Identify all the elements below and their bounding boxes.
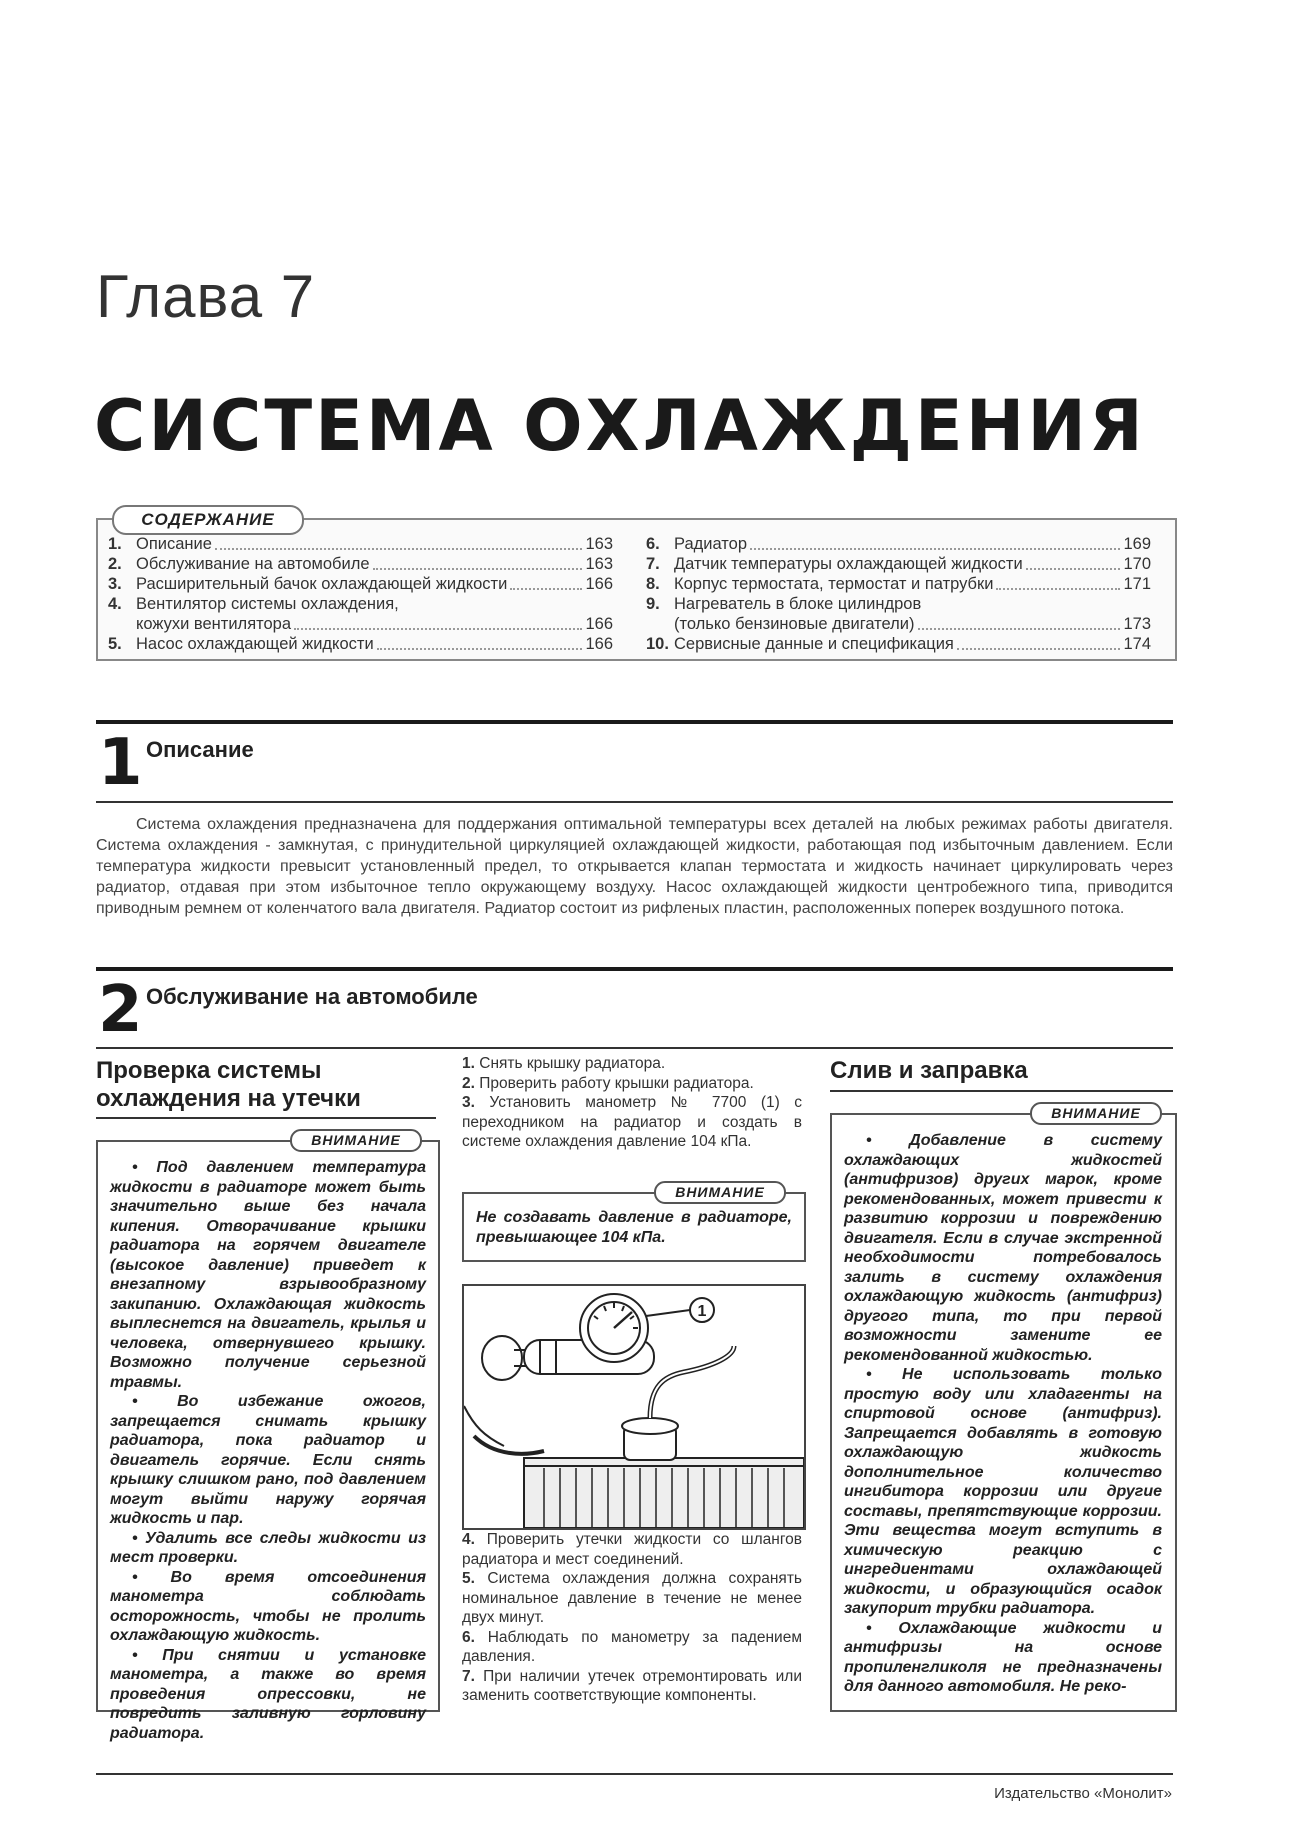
col3-warning-paragraph: • Охлаждающие жидкости и антифризы на основе пропиленгликоля не предназначены для данного автомобиля. Не реко- [844,1619,1162,1695]
toc-entry [646,574,1151,594]
toc-entry [646,614,1151,634]
col1-warning-paragraph: • Удалить все следы жидкости из мест проверки. [110,1529,426,1566]
procedure-step-text: Установить манометр № 7700 (1) с переходником на радиатор и создать в системе охлаждения давление 104 кПа. [462,1094,802,1150]
toc-entry-title: Радиатор [674,535,748,553]
col1-warning-text [110,1158,426,1743]
toc-entry-title: Датчик температуры охлаждающей жидкости [674,555,1023,573]
procedure-step-text: Снять крышку радиатора. [479,1055,666,1072]
chapter-label: Глава 7 [96,263,316,330]
toc-left-column [108,534,613,654]
col3-heading-rule [830,1090,1173,1092]
toc-leader-dots [215,548,583,550]
toc-leader-dots [750,548,1120,550]
radiator-manometer-illustration [464,1286,804,1528]
section-2-number: 2 [98,973,143,1047]
toc-entry-number: 1. [108,535,122,553]
procedure-step [462,1054,802,1074]
toc-entry-title: Вентилятор системы охлаждения, [136,595,399,613]
procedure-step-number: 5. [462,1570,475,1587]
procedure-step [462,1667,802,1706]
toc-entry [646,594,1151,614]
col1-warning-paragraph: • Во избежание ожогов, запрещается снимать крышку радиатора, пока радиатор и двигатель горячие. Если снять крышку слишком рано, под давлением могут выйти наружу горячая жидкость и пар. [110,1393,426,1527]
toc-entry-page: 173 [1123,615,1151,633]
procedure-step-text: Проверить работу крышки радиатора. [479,1074,754,1092]
procedure-step-number: 6. [462,1628,475,1646]
toc-entry-title: Нагреватель в блоке цилиндров [674,595,922,613]
toc-entry-page: 166 [585,575,613,593]
col3-warning-label: ВНИМАНИЕ [1030,1102,1162,1125]
section-1-bottom-rule [96,801,1173,803]
procedure-step [462,1093,802,1152]
col3-warning-paragraph: • Добавление в систему охлаждающих жидкостей (антифризов) других марок, кроме рекомендованных, может привести к развитию коррозии и повреждению двигателя. Если в случае экстренной необходимости потребовалось залить в систему охлаждения охлаждающую жидкость (антифриз) другого типа, то при первой возможности замените ее рекомендованной жидкостью. [844,1132,1162,1364]
procedure-step-number: 2. [462,1074,475,1092]
procedure-step-text: Система охлаждения должна сохранять номинальное давление в течение не менее двух минут. [462,1570,802,1626]
col1-warning-label: ВНИМАНИЕ [290,1129,422,1152]
toc-entry-page: 166 [585,615,613,633]
publisher-footer: Издательство «Монолит» [994,1785,1172,1802]
toc-entry-page: 163 [585,535,613,553]
toc-entry-number: 10. [646,635,669,653]
toc-entry [108,614,613,634]
page-title: СИСТЕМА ОХЛАЖДЕНИЯ [94,385,1146,467]
radiator-pressure-test-figure [462,1284,806,1530]
procedure-step-text: Наблюдать по манометру за падением давления. [462,1628,802,1665]
section-2-title: Обслуживание на автомобиле [146,984,478,1009]
toc-entry-number: 2. [108,555,122,573]
toc-entry-number: 5. [108,635,122,653]
col1-warning-paragraph: • При снятии и установке манометра, а также во время проведения опрессовки, не повредить заливную горловину радиатора. [110,1646,426,1742]
col1-warning-paragraph: • Во время отсоединения манометра соблюдать осторожность, чтобы не пролить охлаждающую жидкость. [110,1568,426,1644]
col3-warning-text [844,1131,1162,1697]
procedure-step-number: 3. [462,1094,475,1111]
toc-leader-dots [918,628,1121,630]
col2-warning-label: ВНИМАНИЕ [654,1181,786,1204]
toc-leader-dots [373,568,583,570]
toc-entry [646,634,1151,654]
toc-entry [108,534,613,554]
section-1-description: Система охлаждения предназначена для поддержания оптимальной температуры всех деталей на любых режимах работы двигателя. Система охлаждения - замкнутая, с принудительной циркуляцией охлаждающей жидкости, работающая под избыточным давлением. Если температура жидкости превысит установленный предел, то открывается клапан термостата и жидкость начинает циркулировать через радиатор, отдавая при этом избыточное тепло окружающему воздуху. Насос охлаждающей жидкости центробежного типа, приводится приводным ремнем от коленчатого вала двигателя. Радиатор состоит из рифленых пластин, расположенных поперек воздушного потока. [96,816,1173,917]
toc-entry-title: кожухи вентилятора [136,615,292,633]
toc-entry [108,574,613,594]
toc-entry-page: 170 [1123,555,1151,573]
col3-warning-box [830,1113,1177,1712]
toc-entry [646,534,1151,554]
section-1-title: Описание [146,737,254,762]
toc-entry-page: 166 [585,635,613,653]
toc-entry-title: Описание [136,535,212,553]
toc-entry-number: 6. [646,535,660,553]
procedure-step-number: 4. [462,1531,475,1548]
toc-right-column [646,534,1151,654]
toc-leader-dots [510,588,582,590]
col3-warning-paragraph: • Не использовать только простую воду или хладагенты на спиртовой основе (антифриз). Запрещается добавлять в готовую охлаждающую жидкость дополнительное количество ингибитора коррозии или другие составы, препятствующие коррозии. Эти вещества могут вступить в химическую реакцию с ингредиентами охлаждающей жидкости, и образующийся осадок закупорит трубки радиатора. [844,1366,1162,1617]
col1-heading-line2: охлаждения на утечки [96,1085,361,1112]
table-of-contents [96,518,1177,661]
toc-entry-number: 4. [108,595,122,613]
col3-heading: Слив и заправка [830,1057,1028,1084]
procedure-step-text: Проверить утечки жидкости со шлангов радиатора и мест соединений. [462,1531,802,1568]
toc-entry-page: 169 [1123,535,1151,553]
toc-entry-title: Насос охлаждающей жидкости [136,635,374,653]
toc-leader-dots [996,588,1120,590]
toc-entry-title: Обслуживание на автомобиле [136,555,370,573]
section-1-top-rule [96,720,1173,724]
procedure-step [462,1530,802,1569]
toc-entry [108,554,613,574]
toc-entry-number: 9. [646,595,660,613]
figure-callout-1: 1 [697,1303,707,1320]
toc-leader-dots [377,648,583,650]
col2-steps-bottom [462,1530,802,1706]
col2-steps-top [462,1054,802,1152]
col1-heading-rule [96,1117,436,1119]
toc-entry-page: 174 [1123,635,1151,653]
toc-entry-title: Корпус термостата, термостат и патрубки [674,575,994,593]
toc-entry-title: Расширительный бачок охлаждающей жидкости [136,575,508,593]
toc-entry-number: 7. [646,555,660,573]
toc-entry [646,554,1151,574]
toc-entry-page: 171 [1123,575,1151,593]
toc-entry [108,594,613,614]
section-2-bottom-rule [96,1047,1173,1049]
toc-label: СОДЕРЖАНИЕ [112,505,304,535]
footer-rule [96,1773,1173,1775]
procedure-step-number: 1. [462,1055,475,1072]
toc-entry-title: Сервисные данные и спецификация [674,635,954,653]
section-2-top-rule [96,967,1173,971]
procedure-step-text: При наличии утечек отремонтировать или заменить соответствующие компоненты. [462,1667,802,1704]
toc-entry [108,634,613,654]
toc-leader-dots [957,648,1121,650]
section-1-number: 1 [98,726,143,800]
procedure-step-number: 7. [462,1667,475,1685]
procedure-step [462,1628,802,1667]
procedure-step [462,1569,802,1628]
col2-warning-text: Не создавать давление в радиаторе, превышающее 104 кПа. [476,1209,792,1246]
procedure-step [462,1074,802,1094]
toc-entry-number: 3. [108,575,122,593]
toc-entry-number: 8. [646,575,660,593]
col1-heading-line1: Проверка системы [96,1057,322,1084]
toc-leader-dots [1026,568,1121,570]
toc-entry-title: (только бензиновые двигатели) [674,615,915,633]
col1-warning-paragraph: • Под давлением температура жидкости в радиаторе может быть значительно выше без начала кипения. Отворачивание крышки радиатора на горячем двигателе (высокое давление) приведет к внезапному взрывообразному закипанию. Охлаждающая жидкость выплеснется на двигатель, крылья и человека, отвернувшего крышку. Возможно получение серьезной травмы. [110,1159,426,1391]
col1-warning-box [96,1140,440,1742]
toc-entry-page: 163 [585,555,613,573]
toc-leader-dots [294,628,582,630]
